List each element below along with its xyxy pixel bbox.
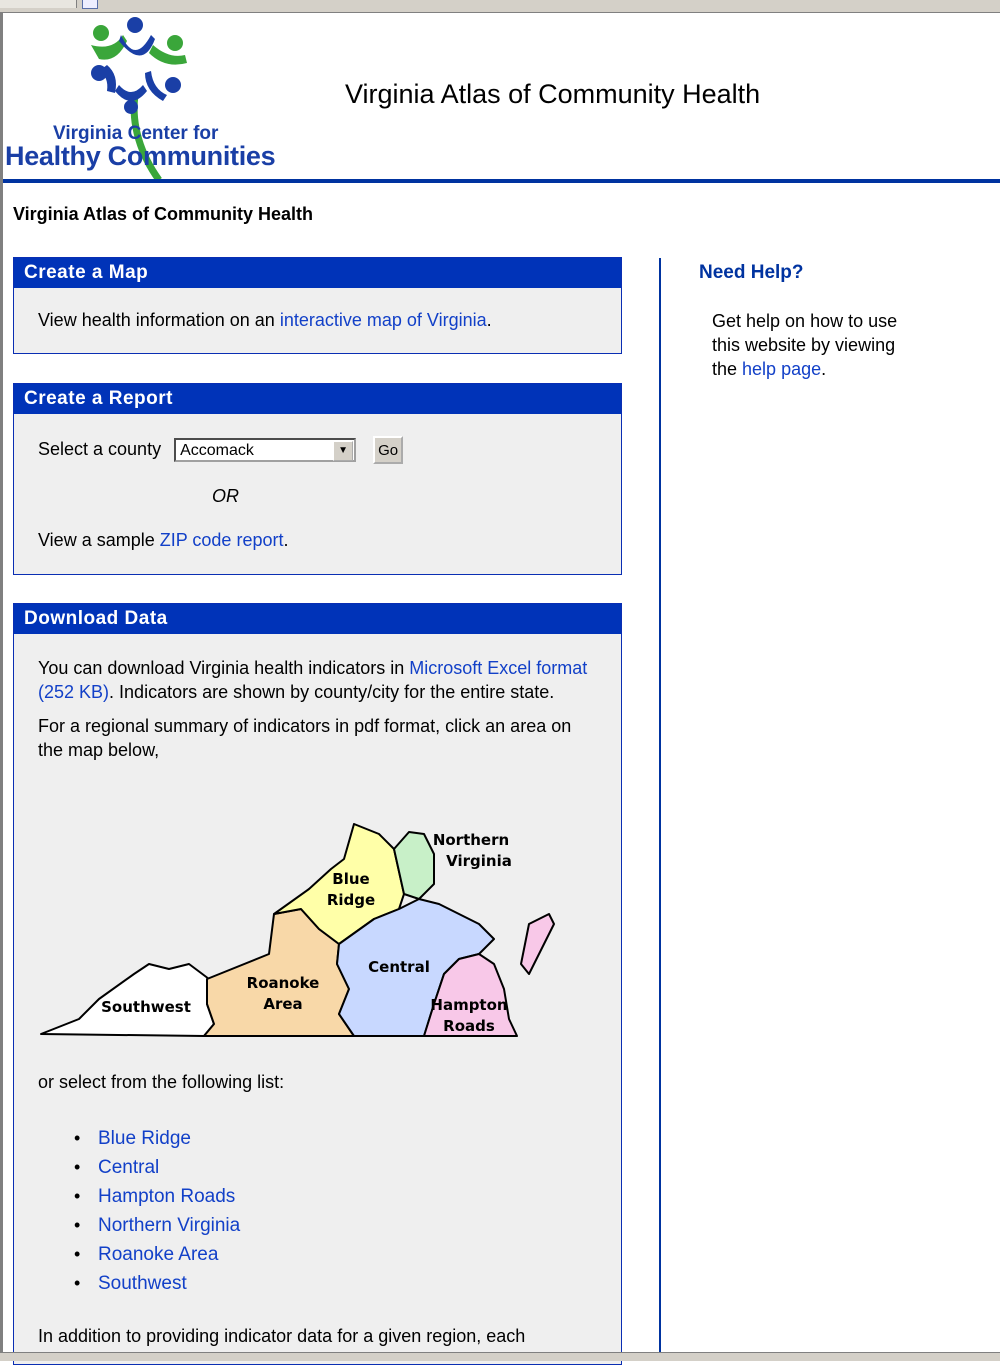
region-link-northern-virginia[interactable]: Northern Virginia — [98, 1215, 241, 1236]
list-item — [74, 1153, 240, 1182]
list-item — [74, 1240, 240, 1269]
create-report-title: Create a Report — [14, 384, 621, 414]
region-link-central[interactable]: Central — [98, 1157, 160, 1178]
create-report-body — [14, 414, 621, 552]
list-item — [74, 1182, 240, 1211]
download-data-body — [14, 634, 621, 762]
page-icon — [82, 0, 98, 9]
help-text-end: . — [821, 359, 827, 379]
regional-summary-paragraph: For a regional summary of indicators in pdf format, click an area on the map below, — [38, 716, 572, 760]
sample-report-text-end: . — [283, 530, 289, 550]
list-item — [74, 1124, 240, 1153]
create-map-body — [14, 288, 621, 332]
site-header — [3, 13, 1000, 179]
window-frame-left — [0, 12, 3, 1360]
create-map-text-end: . — [486, 310, 492, 330]
header-divider — [3, 179, 1000, 183]
region-link-blue-ridge[interactable]: Blue Ridge — [98, 1128, 191, 1149]
logo-text-line2: Healthy Communities — [5, 141, 276, 171]
region-link-hampton-roads[interactable]: Hampton Roads — [98, 1186, 236, 1207]
county-select[interactable] — [174, 438, 356, 462]
go-button[interactable]: Go — [373, 436, 403, 464]
map-label-hampton[interactable]: Hampton — [430, 996, 508, 1014]
sample-report-text: View a sample — [38, 530, 160, 550]
page-heading: Virginia Atlas of Community Health — [13, 204, 314, 224]
list-item — [74, 1211, 240, 1240]
sample-report-line — [38, 528, 597, 552]
map-label-roanoke[interactable]: Roanoke — [246, 974, 320, 992]
indicator-paragraph: In addition to providing indicator data for a given region, each — [38, 1326, 526, 1346]
map-label-virginia[interactable]: Virginia — [446, 852, 512, 870]
browser-tab[interactable] — [0, 0, 77, 8]
excel-download-link[interactable]: Microsoft Excel format (252 KB) — [38, 658, 588, 702]
list-intro: or select from the following list: — [38, 1072, 285, 1092]
region-link-roanoke-area[interactable]: Roanoke Area — [98, 1244, 219, 1265]
region-list — [74, 1124, 240, 1298]
map-label-central[interactable]: Central — [368, 958, 430, 976]
help-page-link[interactable]: help page — [742, 359, 822, 379]
map-label-roads[interactable]: Roads — [443, 1017, 495, 1035]
or-separator: OR — [212, 486, 239, 506]
map-label-ridge[interactable]: Ridge — [326, 891, 376, 909]
county-select-value: Accomack — [180, 442, 254, 459]
column-divider — [659, 258, 661, 1358]
region-link-southwest[interactable]: Southwest — [98, 1273, 187, 1294]
virginia-region-map[interactable] — [39, 804, 559, 1049]
zip-code-report-link[interactable]: ZIP code report — [159, 530, 284, 550]
download-text-end: . Indicators are shown by county/city for the entire state. — [109, 682, 555, 702]
create-map-panel — [13, 257, 622, 354]
download-paragraph — [38, 656, 597, 704]
vchc-logo[interactable] — [3, 15, 283, 185]
help-paragraph — [712, 309, 922, 381]
logo-text-line1: Virginia Center for — [53, 123, 219, 144]
download-text: You can download Virginia health indicators in — [38, 658, 410, 678]
map-label-northern[interactable]: Northern — [432, 831, 510, 849]
map-label-blue[interactable]: Blue — [332, 870, 370, 888]
site-title: Virginia Atlas of Community Health — [345, 79, 761, 109]
interactive-map-link[interactable]: interactive map of Virginia — [279, 310, 487, 330]
county-select-label: Select a county — [38, 438, 162, 459]
map-label-area[interactable]: Area — [263, 995, 303, 1013]
eastern-shore — [521, 914, 554, 974]
help-text: Get help on how to use this website by viewing the — [712, 311, 898, 379]
create-report-panel — [13, 383, 622, 575]
list-item — [74, 1269, 240, 1298]
map-label-southwest[interactable]: Southwest — [101, 998, 191, 1016]
download-data-title: Download Data — [14, 604, 621, 634]
chevron-down-icon[interactable]: ▼ — [333, 441, 353, 461]
create-map-title: Create a Map — [14, 258, 621, 288]
create-map-text: View health information on an — [38, 310, 280, 330]
browser-chrome-top — [0, 0, 1000, 13]
need-help-title: Need Help? — [699, 262, 804, 283]
download-data-panel — [13, 603, 622, 1365]
